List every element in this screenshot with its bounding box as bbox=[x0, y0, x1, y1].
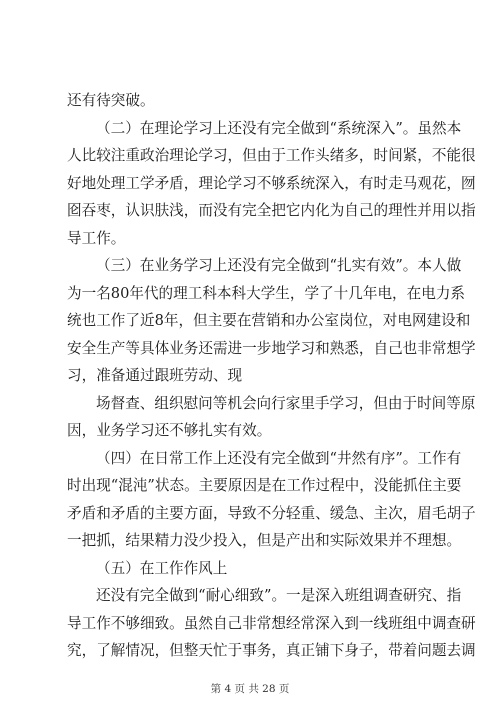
paragraph-line: 一把抓，结果精力没少投入，但是产出和实际效果并不理想。 bbox=[67, 532, 462, 549]
paragraph-line: 习，准备通过跟班劳动、现 bbox=[67, 367, 243, 384]
paragraph-line: （五）在工作作风上 bbox=[96, 559, 228, 577]
page-footer: 第 4 页 共 28 页 bbox=[210, 683, 290, 695]
paragraph-line: 场督查、组织慰问等机会向行家里手学习，但由于时间等原 bbox=[96, 394, 476, 412]
paragraph-line: 导工作。 bbox=[67, 229, 126, 247]
paragraph-line: 还有待突破。 bbox=[67, 92, 155, 109]
paragraph-line: 导工作不够细致。虽然自己非常想经常深入到一线班组中调查研 bbox=[67, 614, 476, 632]
paragraph-line: 人比较注重政治理论学习，但由于工作头绪多，时间紧，不能很 bbox=[67, 147, 476, 164]
paragraph-line: 囵吞枣，认识肤浅，而没有完全把它内化为自己的理性并用以指 bbox=[67, 202, 476, 219]
paragraph-line: 安全生产等具体业务还需进一步地学习和熟悉，自己也非常想学 bbox=[67, 339, 476, 357]
paragraph-line: （四）在日常工作上还没有完全做到“井然有序”。工作有 bbox=[96, 449, 462, 467]
paragraph-line: 好地处理工学矛盾，理论学习不够系统深入，有时走马观花，囫 bbox=[67, 174, 476, 192]
paragraph-line: 还没有完全做到“耐心细致”。一是深入班组调查研究、指 bbox=[96, 587, 462, 604]
paragraph-line: （三）在业务学习上还没有完全做到“扎实有效”。本人做 bbox=[96, 257, 462, 274]
paragraph-line: 为一名80年代的理工科本科大学生，学了十几年电，在电力系 bbox=[67, 284, 466, 302]
paragraph-line: 统也工作了近8年，但主要在营销和办公室岗位，对电网建设和 bbox=[67, 312, 471, 329]
paragraph-line: 因，业务学习还不够扎实有效。 bbox=[67, 422, 272, 439]
paragraph-line: 时出现“混沌”状态。主要原因是在工作过程中，没能抓住主要 bbox=[67, 477, 462, 494]
paragraph-line: （二）在理论学习上还没有完全做到“系统深入”。虽然本 bbox=[96, 119, 462, 137]
paragraph-line: 究，了解情况，但整天忙于事务，真正铺下身子，带着问题去调 bbox=[67, 642, 476, 659]
paragraph-line: 矛盾和矛盾的主要方面，导致不分轻重、缓急、主次，眉毛胡子 bbox=[67, 504, 476, 522]
